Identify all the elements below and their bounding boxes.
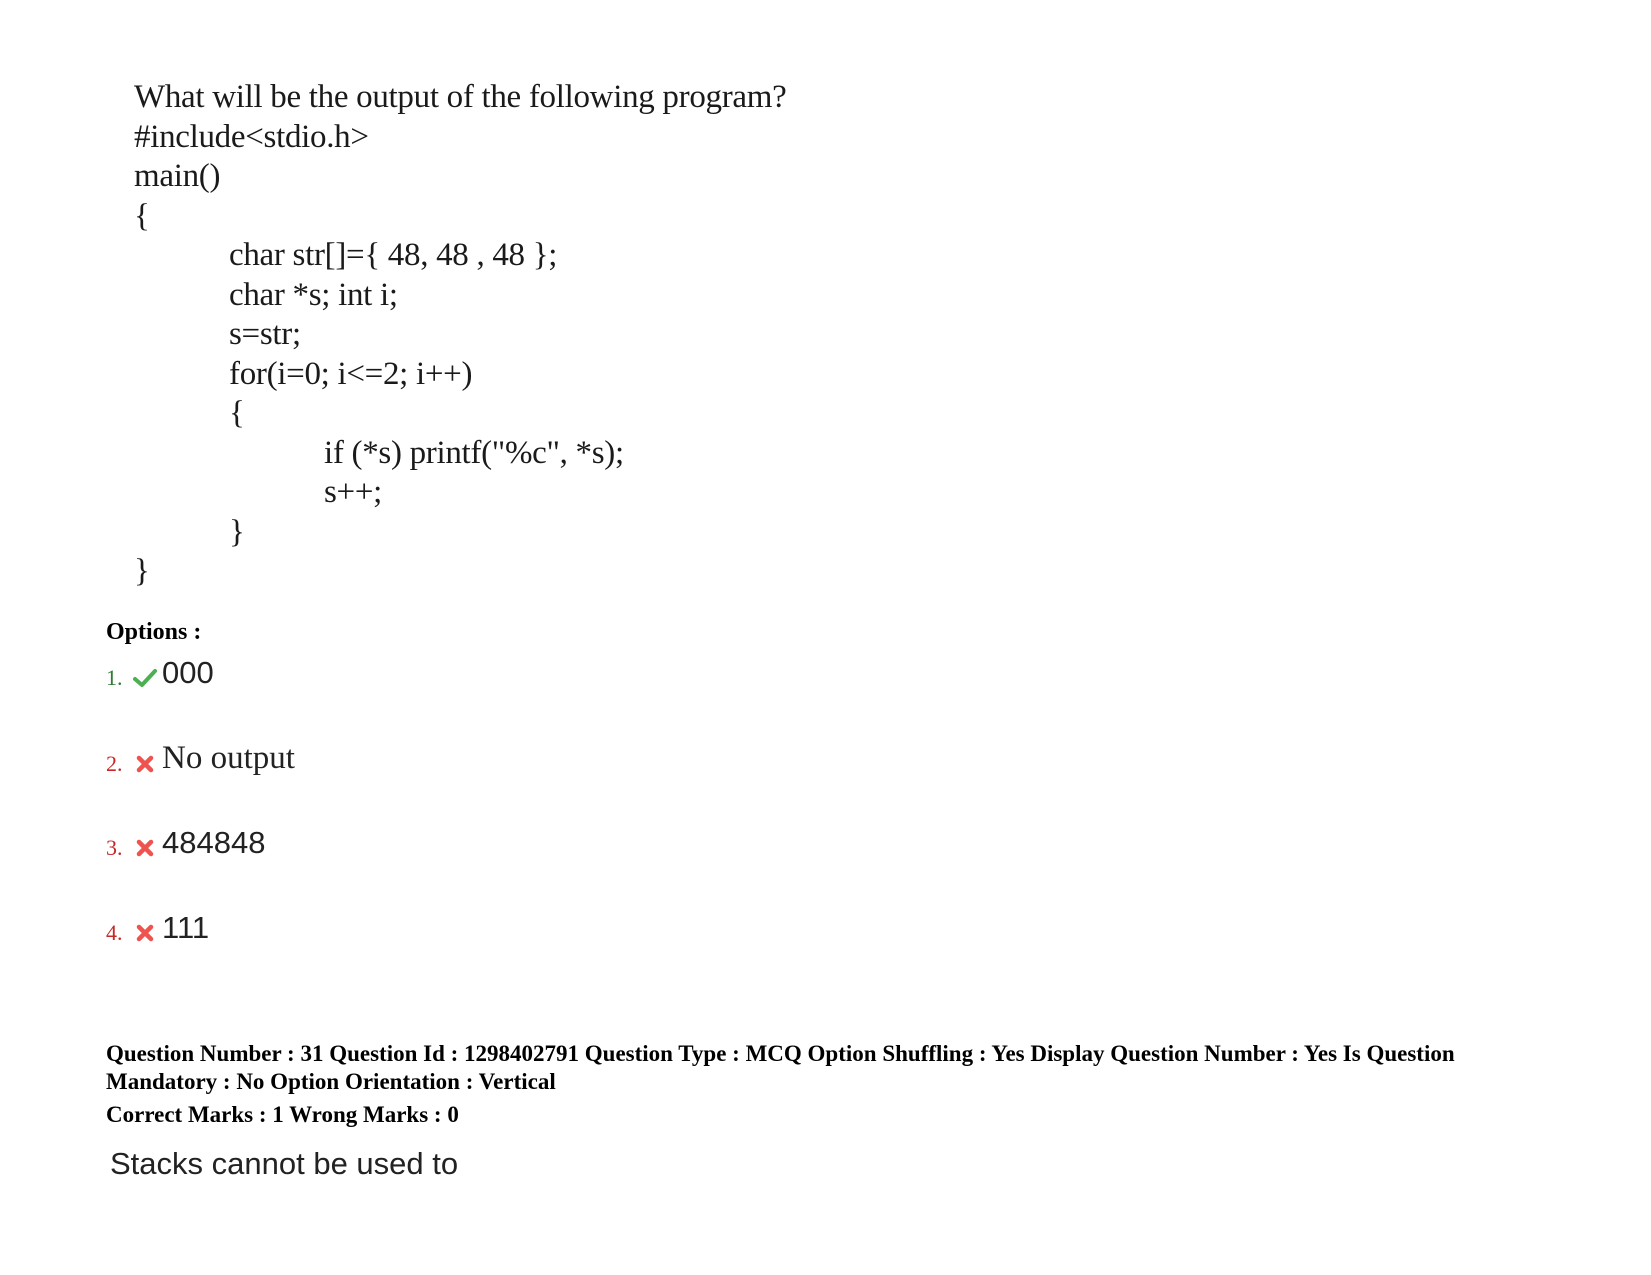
marks-info: Correct Marks : 1 Wrong Marks : 0 <box>106 1102 459 1127</box>
option-4[interactable] <box>106 910 209 946</box>
question-text <box>134 78 786 592</box>
code-line: } <box>134 553 150 589</box>
code-line: s++; <box>324 474 383 510</box>
code-line: for(i=0; i<=2; i++) <box>229 355 473 392</box>
option-number: 1. <box>106 665 123 690</box>
option-text: No output <box>162 740 295 776</box>
option-text: 000 <box>162 655 214 690</box>
option-number: 3. <box>106 835 123 860</box>
option-text: 111 <box>162 910 210 945</box>
option-number: 2. <box>106 751 123 776</box>
cross-icon <box>130 920 160 946</box>
cross-icon <box>130 751 160 777</box>
option-1[interactable] <box>106 655 214 691</box>
code-line: if (*s) printf("%c", *s); <box>324 434 624 471</box>
option-number: 4. <box>106 920 123 945</box>
option-3[interactable] <box>106 825 265 861</box>
option-text: 484848 <box>162 825 266 860</box>
code-line: { <box>229 395 245 431</box>
code-line: What will be the output of the following program? <box>134 79 787 115</box>
check-icon <box>130 665 160 691</box>
next-question-text: Stacks cannot be used to <box>110 1146 459 1181</box>
code-line: } <box>229 513 245 550</box>
code-line: main() <box>134 158 221 194</box>
code-line: { <box>134 197 150 234</box>
code-line: s=str; <box>229 316 301 352</box>
question-metadata: Question Number : 31 Question Id : 1298402791 Question Type : MCQ Option Shuffling : Yes Display Question Number : Yes Is Question Mandatory : No Option Orientation : Vertical <box>106 1041 1455 1094</box>
code-line: char str[]={ 48, 48 , 48 }; <box>229 237 558 273</box>
option-2[interactable] <box>106 740 295 777</box>
code-line: #include<stdio.h> <box>134 118 369 155</box>
options-label: Options : <box>106 619 202 645</box>
cross-icon <box>130 835 160 861</box>
code-line: char *s; int i; <box>229 276 398 313</box>
